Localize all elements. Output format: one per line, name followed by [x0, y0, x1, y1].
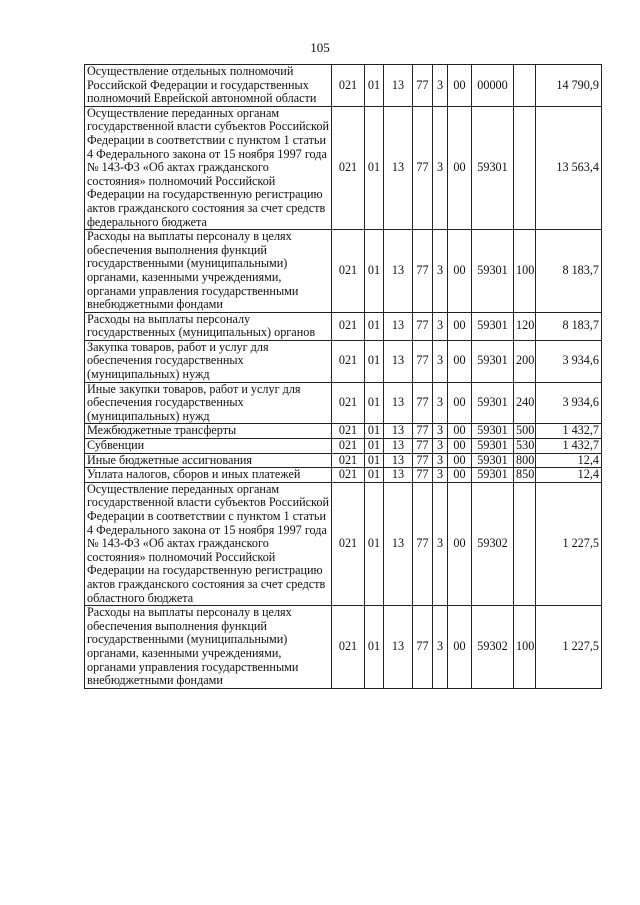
target-article-code-part: 00 — [448, 606, 472, 689]
subsection-code: 13 — [384, 230, 413, 313]
target-article-code-part: 59301 — [472, 340, 514, 382]
target-article-code-part: 3 — [433, 65, 448, 107]
section-code: 01 — [365, 453, 384, 468]
target-article-code-part: 3 — [433, 340, 448, 382]
ministry-code: 021 — [332, 230, 365, 313]
section-code: 01 — [365, 424, 384, 439]
target-article-code-part: 77 — [413, 106, 433, 229]
expense-type-code: 100 — [514, 606, 536, 689]
table-row — [85, 453, 602, 468]
target-article-code-part: 00 — [448, 453, 472, 468]
table-row — [85, 482, 602, 605]
target-article-code-part: 3 — [433, 230, 448, 313]
target-article-code-part: 00 — [448, 340, 472, 382]
expense-type-code: 850 — [514, 468, 536, 483]
target-article-code-part: 59301 — [472, 382, 514, 424]
target-article-code-part: 77 — [413, 424, 433, 439]
section-code: 01 — [365, 482, 384, 605]
amount: 12,4 — [536, 453, 602, 468]
amount: 1 227,5 — [536, 606, 602, 689]
amount: 8 183,7 — [536, 312, 602, 340]
target-article-code-part: 3 — [433, 424, 448, 439]
amount: 12,4 — [536, 468, 602, 483]
amount: 14 790,9 — [536, 65, 602, 107]
amount: 13 563,4 — [536, 106, 602, 229]
section-code: 01 — [365, 340, 384, 382]
target-article-code-part: 3 — [433, 482, 448, 605]
target-article-code-part: 59301 — [472, 312, 514, 340]
section-code: 01 — [365, 439, 384, 454]
target-article-code-part: 3 — [433, 312, 448, 340]
target-article-code-part: 59301 — [472, 230, 514, 313]
amount: 3 934,6 — [536, 382, 602, 424]
target-article-code-part: 00 — [448, 65, 472, 107]
table-row — [85, 424, 602, 439]
table-row — [85, 312, 602, 340]
expense-type-code — [514, 106, 536, 229]
target-article-code-part: 00 — [448, 482, 472, 605]
ministry-code: 021 — [332, 453, 365, 468]
section-code: 01 — [365, 312, 384, 340]
expense-type-code: 120 — [514, 312, 536, 340]
target-article-code-part: 77 — [413, 340, 433, 382]
expense-type-code — [514, 65, 536, 107]
target-article-code-part: 77 — [413, 382, 433, 424]
target-article-code-part: 77 — [413, 468, 433, 483]
ministry-code: 021 — [332, 606, 365, 689]
subsection-code: 13 — [384, 65, 413, 107]
target-article-code-part: 00000 — [472, 65, 514, 107]
target-article-code-part: 3 — [433, 606, 448, 689]
target-article-code-part: 77 — [413, 482, 433, 605]
ministry-code: 021 — [332, 106, 365, 229]
ministry-code: 021 — [332, 340, 365, 382]
target-article-code-part: 3 — [433, 453, 448, 468]
section-code: 01 — [365, 382, 384, 424]
table-row — [85, 340, 602, 382]
subsection-code: 13 — [384, 340, 413, 382]
table-row — [85, 382, 602, 424]
subsection-code: 13 — [384, 382, 413, 424]
target-article-code-part: 00 — [448, 424, 472, 439]
ministry-code: 021 — [332, 312, 365, 340]
subsection-code: 13 — [384, 468, 413, 483]
amount: 3 934,6 — [536, 340, 602, 382]
table-row — [85, 65, 602, 107]
section-code: 01 — [365, 230, 384, 313]
row-description: Расходы на выплаты персоналу государственных (муниципальных) органов — [85, 312, 332, 340]
target-article-code-part: 77 — [413, 453, 433, 468]
row-description: Субвенции — [85, 439, 332, 454]
target-article-code-part: 77 — [413, 230, 433, 313]
row-description: Расходы на выплаты персоналу в целях обеспечения выполнения функций государственными (муниципальными) органами, казенными учреждениями, органами управления государственными внебюджетными фондами — [85, 606, 332, 689]
target-article-code-part: 59302 — [472, 606, 514, 689]
subsection-code: 13 — [384, 482, 413, 605]
target-article-code-part: 59301 — [472, 424, 514, 439]
target-article-code-part: 77 — [413, 606, 433, 689]
amount: 1 432,7 — [536, 424, 602, 439]
target-article-code-part: 3 — [433, 106, 448, 229]
expense-type-code: 240 — [514, 382, 536, 424]
expense-type-code: 530 — [514, 439, 536, 454]
subsection-code: 13 — [384, 424, 413, 439]
row-description: Иные бюджетные ассигнования — [85, 453, 332, 468]
table-row — [85, 468, 602, 483]
section-code: 01 — [365, 468, 384, 483]
row-description: Иные закупки товаров, работ и услуг для обеспечения государственных (муниципальных) нужд — [85, 382, 332, 424]
table-row — [85, 606, 602, 689]
expense-type-code: 100 — [514, 230, 536, 313]
row-description: Осуществление отдельных полномочий Российской Федерации и государственных полномочий Еврейской автономной области — [85, 65, 332, 107]
target-article-code-part: 00 — [448, 468, 472, 483]
row-description: Уплата налогов, сборов и иных платежей — [85, 468, 332, 483]
table-row — [85, 230, 602, 313]
ministry-code: 021 — [332, 65, 365, 107]
expense-type-code: 800 — [514, 453, 536, 468]
page-number: 105 — [310, 40, 330, 55]
table-row — [85, 106, 602, 229]
target-article-code-part: 59301 — [472, 468, 514, 483]
subsection-code: 13 — [384, 106, 413, 229]
expense-type-code: 200 — [514, 340, 536, 382]
row-description: Осуществление переданных органам государственной власти субъектов Российской Федерации в соответствии с пунктом 1 статьи 4 Федерального закона от 15 ноября 1997 года № 143-ФЗ «Об актах гражданского состояния» полномочий Российской Федерации на государственную регистрацию актов гражданского состояния за счет средств областного бюджета — [85, 482, 332, 605]
amount: 8 183,7 — [536, 230, 602, 313]
target-article-code-part: 00 — [448, 312, 472, 340]
target-article-code-part: 00 — [448, 230, 472, 313]
target-article-code-part: 00 — [448, 439, 472, 454]
section-code: 01 — [365, 606, 384, 689]
target-article-code-part: 59301 — [472, 439, 514, 454]
table-row — [85, 439, 602, 454]
ministry-code: 021 — [332, 382, 365, 424]
target-article-code-part: 77 — [413, 65, 433, 107]
target-article-code-part: 3 — [433, 468, 448, 483]
ministry-code: 021 — [332, 424, 365, 439]
target-article-code-part: 59301 — [472, 453, 514, 468]
subsection-code: 13 — [384, 439, 413, 454]
target-article-code-part: 00 — [448, 106, 472, 229]
target-article-code-part: 3 — [433, 382, 448, 424]
amount: 1 227,5 — [536, 482, 602, 605]
target-article-code-part: 59301 — [472, 106, 514, 229]
amount: 1 432,7 — [536, 439, 602, 454]
section-code: 01 — [365, 65, 384, 107]
target-article-code-part: 77 — [413, 312, 433, 340]
target-article-code-part: 3 — [433, 439, 448, 454]
expense-type-code: 500 — [514, 424, 536, 439]
ministry-code: 021 — [332, 482, 365, 605]
subsection-code: 13 — [384, 606, 413, 689]
row-description: Осуществление переданных органам государственной власти субъектов Российской Федерации в соответствии с пунктом 1 статьи 4 Федерального закона от 15 ноября 1997 года № 143-ФЗ «Об актах гражданского состояния» полномочий Российской Федерации на государственную регистрацию актов гражданского состояния за счет средств федерального бюджета — [85, 106, 332, 229]
ministry-code: 021 — [332, 468, 365, 483]
budget-table — [84, 64, 602, 689]
expense-type-code — [514, 482, 536, 605]
subsection-code: 13 — [384, 453, 413, 468]
target-article-code-part: 59302 — [472, 482, 514, 605]
row-description: Расходы на выплаты персоналу в целях обеспечения выполнения функций государственными (муниципальными) органами, казенными учреждениями, органами управления государственными внебюджетными фондами — [85, 230, 332, 313]
ministry-code: 021 — [332, 439, 365, 454]
table-body — [85, 65, 602, 689]
target-article-code-part: 77 — [413, 439, 433, 454]
subsection-code: 13 — [384, 312, 413, 340]
row-description: Закупка товаров, работ и услуг для обеспечения государственных (муниципальных) нужд — [85, 340, 332, 382]
section-code: 01 — [365, 106, 384, 229]
row-description: Межбюджетные трансферты — [85, 424, 332, 439]
target-article-code-part: 00 — [448, 382, 472, 424]
